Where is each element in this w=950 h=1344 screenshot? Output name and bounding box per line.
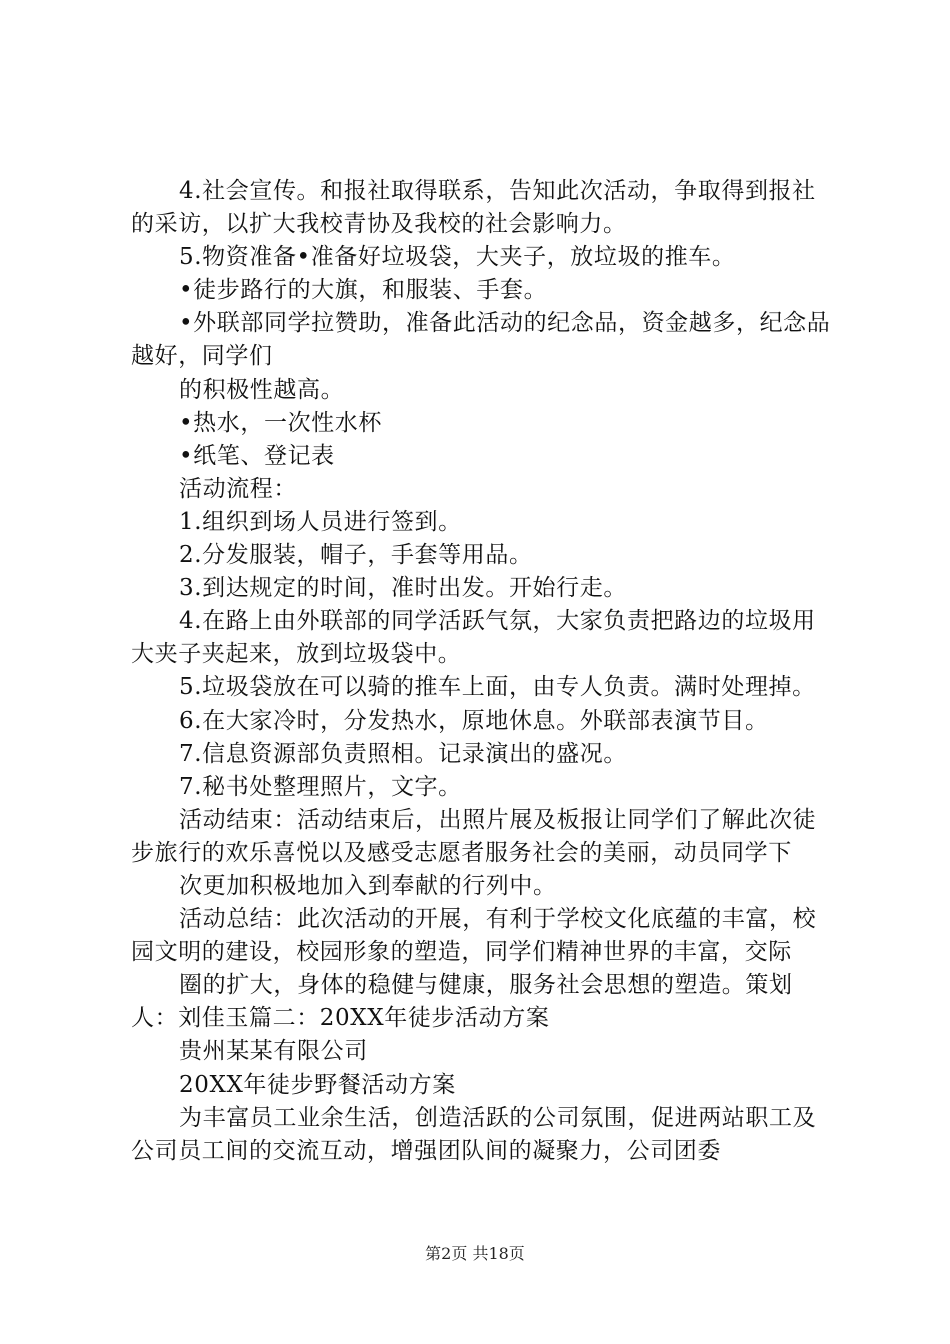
paragraph: 的积极性越高。 (179, 376, 345, 403)
paragraph: •纸笔、登记表 (179, 442, 335, 469)
paragraph: •外联部同学拉赞助，准备此活动的纪念品，资金越多，纪念品越好，同学们 (131, 310, 831, 370)
paragraph: 3.到达规定的时间，准时出发。开始行走。 (179, 575, 627, 602)
paragraph: 4.社会宣传。和报社取得联系，告知此次活动，争取得到报社的采访，以扩大我校青协及我校的社会影响力。 (131, 178, 816, 238)
paragraph: •徒步路行的大旗，和服装、手套。 (179, 277, 548, 304)
paragraph: 活动流程： (179, 475, 297, 502)
paragraph: 5.物资准备•准备好垃圾袋，大夹子，放垃圾的推车。 (179, 244, 736, 271)
paragraph: 活动结束：活动结束后，出照片展及板报让同学们了解此次徒步旅行的欢乐喜悦以及感受志愿者服务社会的美丽，动员同学下 (131, 806, 817, 866)
paragraph: 20XX年徒步野餐活动方案 (179, 1071, 456, 1098)
paragraph: 1.组织到场人员进行签到。 (179, 508, 462, 535)
paragraph: 圈的扩大，身体的稳健与健康，服务社会思想的塑造。策划人：刘佳玉篇二：20XX年徒步活动方案 (131, 972, 793, 1032)
paragraph: 贵州某某有限公司 (179, 1038, 368, 1065)
paragraph: 5.垃圾袋放在可以骑的推车上面，由专人负责。满时处理掉。 (179, 674, 816, 701)
paragraph: 7.秘书处整理照片，文字。 (179, 773, 462, 800)
paragraph: 4.在路上由外联部的同学活跃气氛，大家负责把路边的垃圾用大夹子夹起来，放到垃圾袋中。 (131, 608, 816, 668)
paragraph: 次更加积极地加入到奉献的行列中。 (179, 872, 557, 899)
page-footer: 第2页 共18页 (425, 1244, 525, 1263)
paragraph: •热水，一次性水杯 (179, 409, 382, 436)
paragraph: 6.在大家冷时，分发热水，原地休息。外联部表演节目。 (179, 707, 769, 734)
paragraph: 活动总结：此次活动的开展，有利于学校文化底蕴的丰富，校园文明的建设，校园形象的塑造，同学们精神世界的丰富，交际 (131, 906, 817, 966)
paragraph: 为丰富员工业余生活，创造活跃的公司氛围，促进两站职工及公司员工间的交流互动，增强团队间的凝聚力，公司团委 (131, 1104, 817, 1164)
paragraph: 2.分发服装，帽子，手套等用品。 (179, 542, 533, 569)
document-body (131, 175, 833, 1168)
paragraph: 7.信息资源部负责照相。记录演出的盛况。 (179, 740, 627, 767)
